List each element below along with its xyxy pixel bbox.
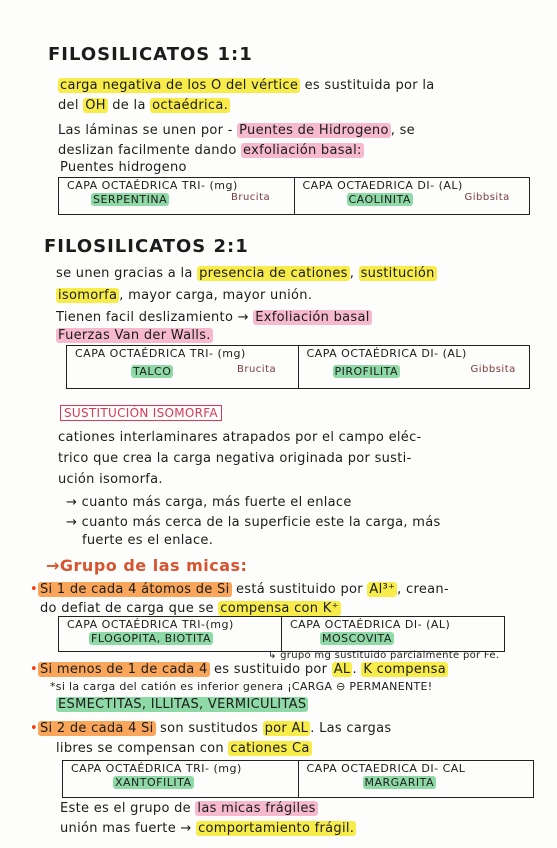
s2-paragraph-line-1 xyxy=(56,266,437,281)
s1-table-right-sub: Gibbsita xyxy=(464,192,510,203)
s1-table-left-title: CAPA OCTAÉDRICA TRI- (mg) xyxy=(67,179,238,192)
s2-table-right-sub: Gibbsita xyxy=(470,364,516,375)
s4-line-4: *si la carga del catión es inferior genera ¡CARGA ⊖ PERMANENTE! xyxy=(50,680,433,693)
s2-text: Tienen facil deslizamiento → xyxy=(56,310,254,325)
s4-text: Este es el grupo de xyxy=(60,801,196,816)
s2-highlight-van-der-walls: Fuerzas Van der Walls. xyxy=(58,328,211,343)
s2-highlight-sustitucion: sustitución xyxy=(360,266,435,281)
s1-paragraph-line-1 xyxy=(58,78,435,93)
bullet-dot: • xyxy=(30,582,38,597)
s4-note-fe: ↳ grupo mg sustituido parcialmente por Fe. xyxy=(268,650,500,661)
s4-line-1 xyxy=(30,582,449,597)
s4-table1-left-title: CAPA OCTAÉDRICA TRI-(mg) xyxy=(67,618,234,631)
s2-table-right-cell xyxy=(299,346,530,388)
s4-line-2 xyxy=(40,601,341,616)
s4-highlight-k-compensa: K compensa xyxy=(363,662,447,677)
s2-text: , mayor carga, mayor unión. xyxy=(119,288,313,303)
s4-highlight-micas-fragiles: las micas frágiles xyxy=(197,801,316,816)
s2-table-left-title: CAPA OCTAÉDRICA TRI- (mg) xyxy=(75,347,246,360)
s4-table2-right-mineral: MARGARITA xyxy=(364,776,434,789)
s4-highlight-si-menos: Si menos de 1 de cada 4 xyxy=(39,662,208,677)
s4-highlight-al: AL xyxy=(333,662,351,677)
s4-highlight-si-2-4: Si 2 de cada 4 Si xyxy=(39,721,154,736)
s2-table-right-title: CAPA OCTAÉDRICA DI- (AL) xyxy=(306,347,467,360)
s1-table-right-mineral: CAOLINITA xyxy=(348,193,411,206)
heading-filosilicatos-1-1: FILOSILICATOS 1:1 xyxy=(48,44,253,65)
s4-line-8 xyxy=(60,801,318,816)
s2-text: , xyxy=(349,266,359,281)
s4-table1-right-mineral: MOSCOVITA xyxy=(322,632,392,645)
s1-text: es sustituida por la xyxy=(300,78,435,93)
s2-table xyxy=(66,345,530,389)
s4-line-5 xyxy=(56,697,308,712)
s4-line-9 xyxy=(60,821,356,836)
s2-highlight-presencia: presencia de cationes xyxy=(199,266,348,281)
s4-table1-right-cell xyxy=(282,617,504,651)
s1-paragraph-line-5: Puentes hidrogeno xyxy=(60,160,187,175)
s4-table-2 xyxy=(62,760,534,798)
s4-text: do defiat de carga que se xyxy=(40,601,219,616)
s4-text: libres se compensan con xyxy=(56,741,229,756)
s1-table-left-cell xyxy=(59,178,295,214)
s4-table2-left-title: CAPA OCTAÉDRICA TRI- (mg) xyxy=(71,762,242,775)
s1-text: de la xyxy=(107,98,151,113)
s1-text: Las láminas se unen por - xyxy=(58,123,238,138)
s2-text: se unen gracias a la xyxy=(56,266,198,281)
s4-line-7 xyxy=(56,741,312,756)
s4-highlight-esmectitas: ESMECTITAS, ILLITAS, VERMICULITAS xyxy=(58,697,307,712)
s1-paragraph-line-3 xyxy=(58,123,415,138)
s4-highlight-si-1-4: Si 1 de cada 4 átomos de Si xyxy=(39,582,230,597)
s1-highlight-puentes: Puentes de Hidrogeno xyxy=(239,123,389,138)
s3-bullet-2-cont: fuerte es el enlace. xyxy=(82,533,214,548)
heading-grupo-micas: →Grupo de las micas: xyxy=(46,556,248,575)
s1-table xyxy=(58,177,530,215)
s3-paragraph-line-2: trico que crea la carga negativa originada por susti- xyxy=(58,451,412,466)
s1-table-right-cell xyxy=(295,178,530,214)
s4-text: unión mas fuerte → xyxy=(60,821,197,836)
s4-text: . xyxy=(352,662,362,677)
s1-paragraph-line-4 xyxy=(58,143,364,158)
s4-table1-left-cell xyxy=(59,617,282,651)
s2-table-left-cell xyxy=(67,346,299,388)
s1-highlight-oh: OH xyxy=(85,98,106,113)
s4-highlight-cationes-ca: cationes Ca xyxy=(230,741,310,756)
s1-highlight-carga: carga negativa de los O del vértice xyxy=(60,78,299,93)
s4-highlight-al3: Al³⁺ xyxy=(369,582,396,597)
s4-highlight-comportamiento: comportamiento frágil. xyxy=(198,821,355,836)
s4-text: son sustitudos xyxy=(155,721,263,736)
bullet-dot: • xyxy=(30,721,38,736)
s4-table1-left-mineral: FLOGOPITA, BIOTITA xyxy=(91,632,211,645)
s4-line-6 xyxy=(30,721,391,736)
s4-text: , crean- xyxy=(397,582,449,597)
s4-table2-right-cell xyxy=(299,761,534,797)
s2-highlight-exfoliacion: Exfoliación basal xyxy=(255,310,370,325)
s1-highlight-exfoliacion: exfoliación basal: xyxy=(243,143,362,158)
s2-table-right-mineral: PIROFILITA xyxy=(334,365,399,378)
s4-text: es sustituido por xyxy=(209,662,332,677)
s2-highlight-isomorfa: isomorfa xyxy=(58,288,118,303)
s3-paragraph-line-1: cationes interlaminares atrapados por el campo eléc- xyxy=(58,430,422,445)
s1-text: , se xyxy=(390,123,415,138)
s1-table-left-mineral: SERPENTINA xyxy=(93,193,168,206)
s1-table-right-title: CAPA OCTAEDRICA DI- (AL) xyxy=(302,179,463,192)
heading-sustitucion-isomorfa xyxy=(60,406,222,420)
s4-highlight-por-al: por AL xyxy=(264,721,309,736)
s4-text: está sustituido por xyxy=(231,582,368,597)
s3-bullet-1: → cuanto más carga, más fuerte el enlace xyxy=(66,495,352,510)
s1-text: deslizan facilmente dando xyxy=(58,143,242,158)
s4-table2-left-mineral: XANTOFILITA xyxy=(115,776,192,789)
bullet-dot: • xyxy=(30,662,38,677)
s3-bullet-2: → cuanto más cerca de la superficie este la carga, más xyxy=(66,515,441,530)
s2-paragraph-line-3 xyxy=(56,310,372,325)
s2-paragraph-line-2 xyxy=(56,288,312,303)
s4-text: . Las cargas xyxy=(310,721,392,736)
s2-table-left-sub: Brucita xyxy=(237,364,277,375)
s2-paragraph-line-4 xyxy=(56,328,213,343)
sustitucion-title-box: SUSTITUCIÓN ISOMORFA xyxy=(60,405,222,421)
s1-highlight-octaedrica: octaédrica. xyxy=(152,98,229,113)
s4-table2-right-title: CAPA OCTAEDRICA DI- CAL xyxy=(306,762,466,775)
s4-table-1 xyxy=(58,616,505,652)
s4-highlight-compensa: compensa con K⁺ xyxy=(220,601,339,616)
heading-filosilicatos-2-1: FILOSILICATOS 2:1 xyxy=(44,236,249,257)
s4-line-3 xyxy=(30,662,448,677)
s4-table2-left-cell xyxy=(63,761,299,797)
s1-text: del xyxy=(58,98,84,113)
s4-table1-right-title: CAPA OCTAÉDRICA DI- (AL) xyxy=(290,618,451,631)
s1-table-left-sub: Brucita xyxy=(231,192,271,203)
s2-table-left-mineral: TALCO xyxy=(133,365,172,378)
s1-paragraph-line-2 xyxy=(58,98,230,113)
s3-paragraph-line-3: ución isomorfa. xyxy=(58,472,163,487)
